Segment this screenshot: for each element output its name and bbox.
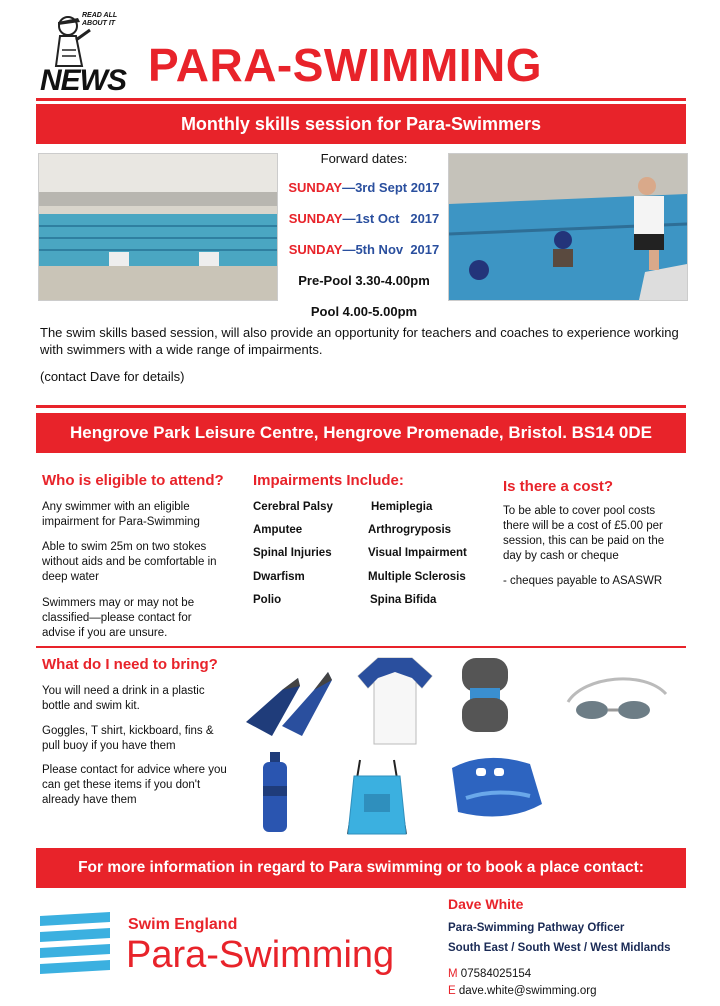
bring-p2: Goggles, T shirt, kickboard, fins & pull buoy if you have them bbox=[42, 725, 214, 752]
bring-heading: What do I need to bring? bbox=[42, 656, 218, 673]
tshirt-icon bbox=[356, 654, 434, 751]
contact-email[interactable]: E dave.white@swimming.org bbox=[448, 985, 597, 997]
fins-icon bbox=[242, 664, 340, 743]
impairment-item: Spinal Injuries bbox=[253, 547, 332, 559]
news-logo bbox=[38, 10, 124, 98]
date-item: SUNDAY—1st Oct 2017 bbox=[288, 211, 440, 226]
impairment-item: Dwarfism bbox=[253, 571, 305, 583]
water-bottle-icon bbox=[260, 752, 290, 839]
coach-photo bbox=[448, 153, 688, 301]
contact-banner: For more information in regard to Para swimming or to book a place contact: bbox=[36, 848, 686, 888]
venue-banner: Hengrove Park Leisure Centre, Hengrove Promenade, Bristol. BS14 0DE bbox=[36, 413, 686, 453]
impairment-item: Hemiplegia bbox=[371, 501, 433, 513]
impairment-item: Spina Bifida bbox=[370, 594, 437, 606]
pool-photo bbox=[38, 153, 278, 301]
impairment-item: Arthrogryposis bbox=[368, 524, 452, 536]
contact-phone: M 07584025154 bbox=[448, 968, 532, 980]
pool-time: Pool 4.00-5.00pm bbox=[310, 304, 418, 319]
bring-p3: Please contact for advice where you can get these items if you don't already have them bbox=[42, 764, 227, 806]
top-rule bbox=[36, 98, 686, 101]
logo-brand: Swim England bbox=[128, 916, 238, 933]
contact-region: South East / South West / West Midlands bbox=[448, 942, 671, 954]
swim-bag-icon bbox=[342, 756, 412, 847]
news-tagline: READ ALL ABOUT IT bbox=[82, 12, 117, 27]
kickboard-icon bbox=[446, 754, 546, 825]
bring-rule bbox=[36, 646, 686, 648]
pull-buoy-icon bbox=[456, 654, 516, 743]
dates-heading: Forward dates: bbox=[320, 151, 408, 166]
logo-name: Para-Swimming bbox=[126, 934, 395, 976]
date-item: SUNDAY—3rd Sept 2017 bbox=[288, 180, 440, 195]
contact-role: Para-Swimming Pathway Officer bbox=[448, 922, 625, 934]
venue-rule bbox=[36, 405, 686, 408]
date-item: SUNDAY—5th Nov 2017 bbox=[288, 242, 440, 257]
impairments-heading: Impairments Include: bbox=[253, 472, 404, 489]
cost-p1: To be able to cover pool costs there will be a cost of £5.00 per session, this can be paid on the day by cash or cheque bbox=[503, 505, 665, 562]
contact-note: (contact Dave for details) bbox=[40, 369, 185, 384]
news-logo-text: NEWS bbox=[40, 64, 126, 97]
session-banner: Monthly skills session for Para-Swimmers bbox=[36, 104, 686, 144]
impairment-item: Cerebral Palsy bbox=[253, 501, 333, 513]
swim-england-mark-icon bbox=[36, 910, 114, 981]
dates-panel bbox=[284, 152, 444, 336]
page-title: PARA-SWIMMING bbox=[148, 39, 543, 91]
impairment-item: Visual Impairment bbox=[368, 547, 467, 559]
eligible-p1: Any swimmer with an eligible impairment for Para-Swimming bbox=[42, 501, 200, 528]
eligible-p3: Swimmers may or may not be classified—please contact for advise if you are unsure. bbox=[42, 597, 195, 639]
cost-heading: Is there a cost? bbox=[503, 478, 614, 495]
eligible-p2: Able to swim 25m on two stokes without aids and be comfortable in deep water bbox=[42, 541, 217, 583]
prepool-time: Pre-Pool 3.30-4.00pm bbox=[298, 273, 430, 288]
intro-text: The swim skills based session, will also provide an opportunity for teachers and coaches to experience working with swimmers with a wide range of impairments. bbox=[40, 325, 679, 357]
cost-p2: - cheques payable to ASASWR bbox=[503, 575, 663, 587]
contact-name: Dave White bbox=[448, 896, 524, 912]
bring-p1: You will need a drink in a plastic bottle and swim kit. bbox=[42, 685, 205, 712]
impairment-item: Polio bbox=[253, 594, 282, 606]
impairment-item: Multiple Sclerosis bbox=[368, 571, 466, 583]
eligible-heading: Who is eligible to attend? bbox=[42, 472, 224, 489]
impairment-item: Amputee bbox=[253, 524, 303, 536]
goggles-icon bbox=[564, 672, 670, 733]
